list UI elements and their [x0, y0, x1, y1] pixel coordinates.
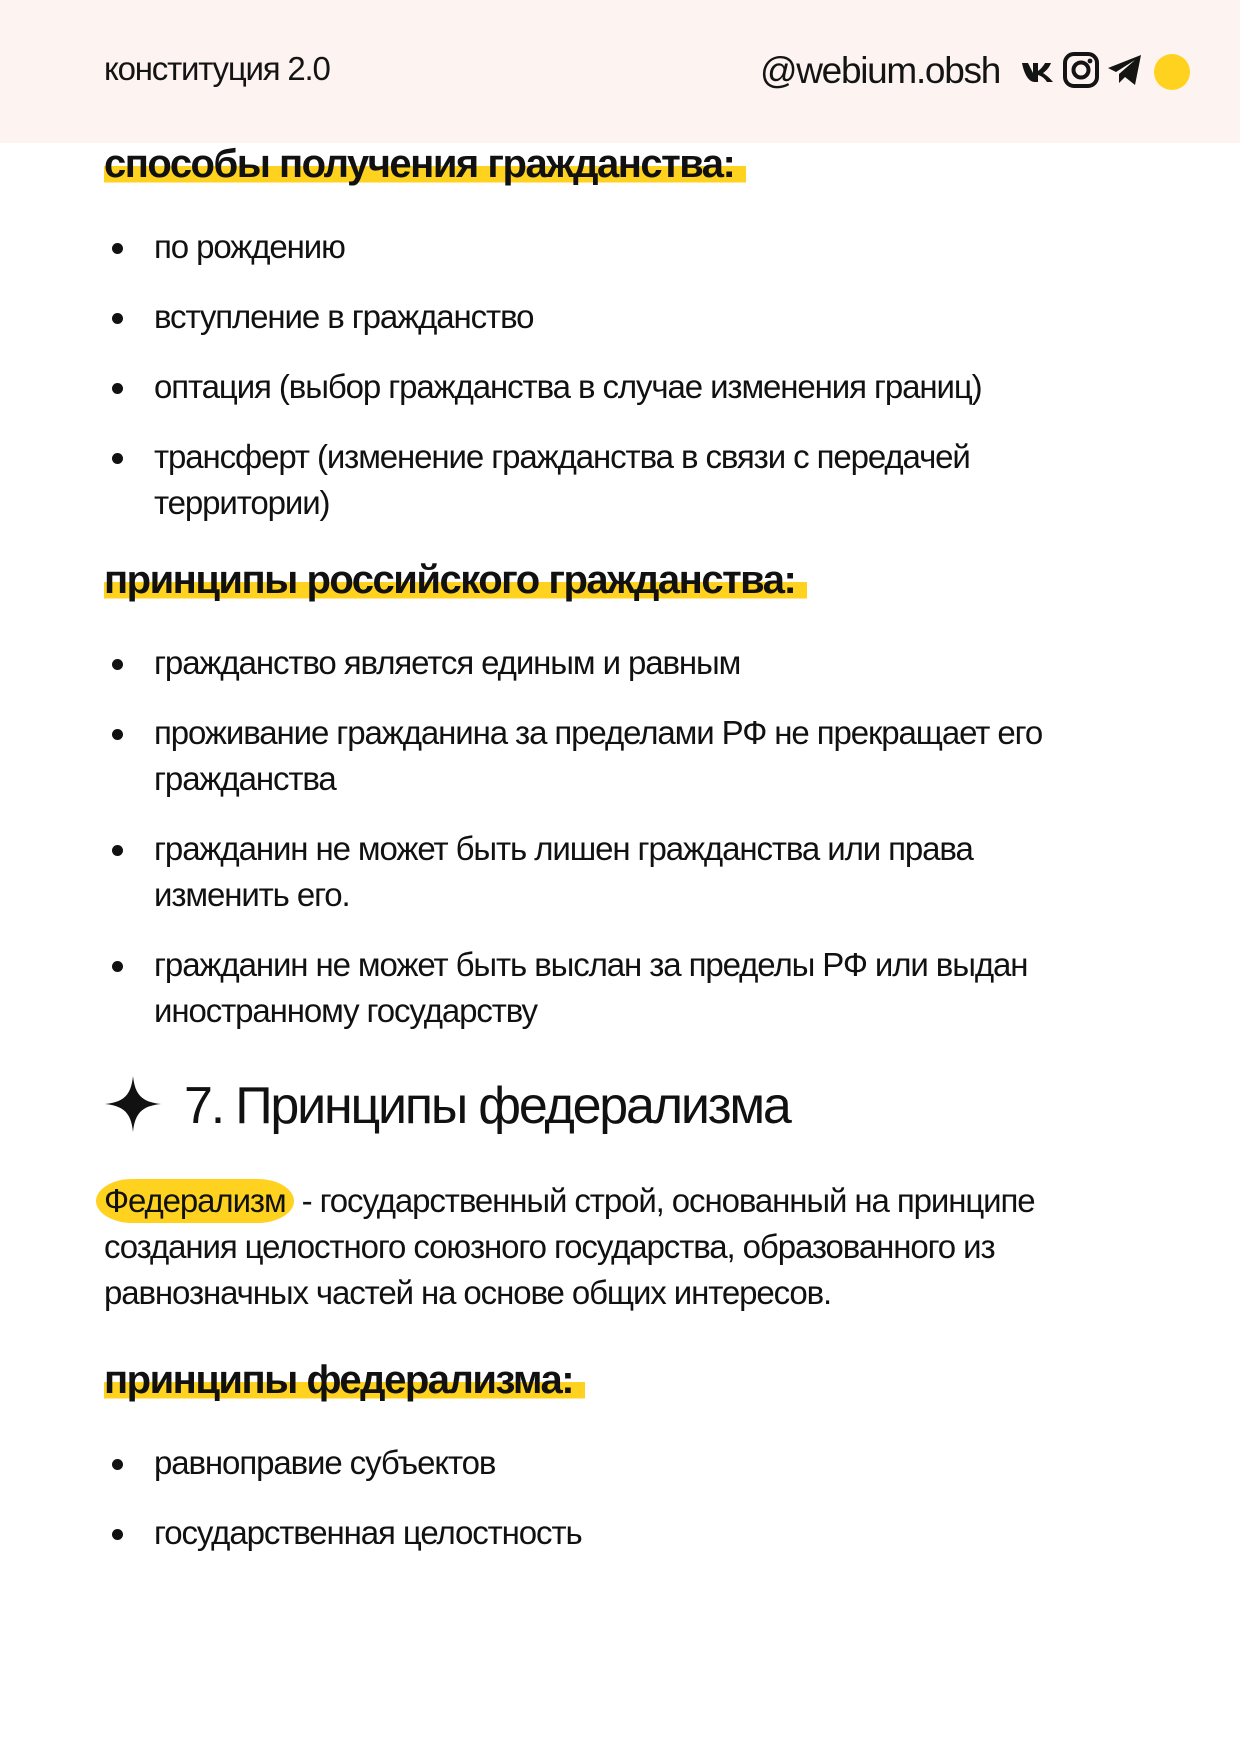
- list-item: государственная целостность: [104, 1510, 1144, 1556]
- principles-list: [104, 640, 1144, 1034]
- vk-icon[interactable]: [1020, 55, 1056, 90]
- acquisition-list: [104, 224, 1144, 526]
- instagram-icon[interactable]: [1062, 51, 1100, 94]
- list-item: вступление в гражданство: [104, 294, 1144, 340]
- definition-text: - государственный строй, основанный на принципе создания целостного союзного государства, образованного из равнозначных частей на основе общих интересов.: [104, 1182, 1035, 1311]
- federalism-principles-heading: принципы федерализма:: [104, 1354, 585, 1406]
- federalism-definition: [104, 1178, 1134, 1316]
- social-icons: [1020, 50, 1190, 94]
- principles-heading: принципы российского гражданства:: [104, 554, 807, 606]
- list-item: оптация (выбор гражданства в случае изменения границ): [104, 364, 1144, 410]
- list-item: трансферт (изменение гражданства в связи с передачей территории): [104, 434, 1034, 526]
- federalism-principles-list: [104, 1440, 1144, 1556]
- highlighted-term: Федерализм: [96, 1179, 294, 1223]
- brand-title: конституция 2.0: [104, 50, 330, 87]
- list-item: гражданство является единым и равным: [104, 640, 1144, 686]
- telegram-icon[interactable]: [1106, 53, 1144, 92]
- list-item: равноправие субъектов: [104, 1440, 1144, 1486]
- social-handle[interactable]: @webium.obsh: [760, 50, 1000, 91]
- section-title: 7. Принципы федерализма: [184, 1077, 790, 1135]
- brand-dot-icon: [1154, 54, 1190, 90]
- acquisition-heading: способы получения гражданства:: [104, 138, 746, 190]
- list-item: проживание гражданина за пределами РФ не прекращает его гражданства: [104, 710, 1054, 802]
- sparkle-icon: [104, 1075, 162, 1138]
- section-title-row: [104, 1074, 1144, 1138]
- page-header: [0, 0, 1240, 143]
- list-item: по рождению: [104, 224, 1144, 270]
- list-item: гражданин не может быть лишен гражданства или права изменить его.: [104, 826, 1054, 918]
- page-content: [104, 138, 1144, 1580]
- list-item: гражданин не может быть выслан за пределы РФ или выдан иностранному государству: [104, 942, 1084, 1034]
